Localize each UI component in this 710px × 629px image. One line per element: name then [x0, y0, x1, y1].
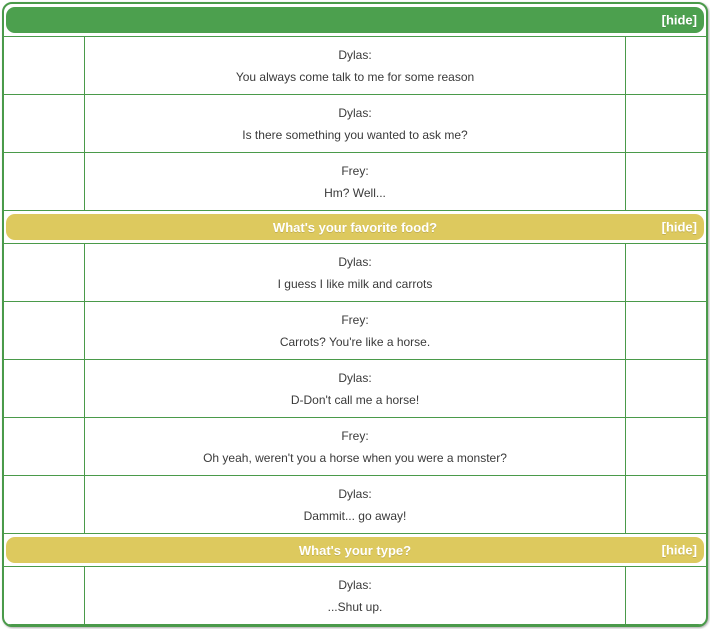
dialogue-cell: [85, 37, 626, 95]
hide-toggle-link[interactable]: [hide]: [661, 12, 697, 28]
dialogue-cell: [85, 476, 626, 534]
speaker-name: Dylas:: [338, 255, 372, 269]
dialogue-section: [4, 214, 706, 534]
dialogue-table-body: [4, 37, 706, 211]
dialogue-row: [4, 37, 706, 95]
dialogue-line: Is there something you wanted to ask me?: [242, 128, 468, 142]
left-portrait-cell: [4, 360, 85, 418]
dialogue-row: [4, 476, 706, 534]
speaker-name: Dylas:: [338, 487, 372, 501]
dialogue-row: [4, 153, 706, 211]
dialogue-row: [4, 95, 706, 153]
dialogue-table-body: [4, 244, 706, 534]
left-portrait-cell: [4, 567, 85, 625]
dialogue-line: I guess I like milk and carrots: [277, 277, 433, 291]
speaker-name: Frey:: [341, 429, 369, 443]
dialogue-row: [4, 360, 706, 418]
dialogue-row: [4, 244, 706, 302]
left-portrait-cell: [4, 37, 85, 95]
left-portrait-cell: [4, 153, 85, 211]
dialogue-line: ...Shut up.: [327, 600, 383, 614]
left-portrait-cell: [4, 244, 85, 302]
dialogue-line: Hm? Well...: [324, 186, 386, 200]
section-title: What's your type?: [298, 542, 412, 558]
dialogue-cell: [85, 153, 626, 211]
dialogue-cell: [85, 567, 626, 625]
speaker-name: Dylas:: [338, 371, 372, 385]
dialogue-panel: [2, 2, 708, 627]
speaker-name: Dylas:: [338, 106, 372, 120]
dialogue-cell: [85, 418, 626, 476]
right-portrait-cell: [626, 37, 707, 95]
dialogue-table: [4, 243, 706, 534]
dialogue-section: [4, 537, 706, 625]
left-portrait-cell: [4, 95, 85, 153]
right-portrait-cell: [626, 244, 707, 302]
dialogue-cell: [85, 95, 626, 153]
speaker-name: Frey:: [341, 164, 369, 178]
dialogue-line: You always come talk to me for some reason: [235, 70, 475, 84]
dialogue-row: [4, 418, 706, 476]
dialogue-table: [4, 36, 706, 211]
section-header-bar: [6, 537, 704, 563]
right-portrait-cell: [626, 476, 707, 534]
speaker-name: Frey:: [341, 313, 369, 327]
dialogue-line: Dammit... go away!: [303, 509, 407, 523]
right-portrait-cell: [626, 418, 707, 476]
dialogue-cell: [85, 244, 626, 302]
left-portrait-cell: [4, 418, 85, 476]
dialogue-table: [4, 566, 706, 625]
dialogue-row: [4, 567, 706, 625]
dialogue-cell: [85, 302, 626, 360]
right-portrait-cell: [626, 302, 707, 360]
left-portrait-cell: [4, 302, 85, 360]
hide-toggle-link[interactable]: [hide]: [661, 219, 697, 235]
right-portrait-cell: [626, 360, 707, 418]
left-portrait-cell: [4, 476, 85, 534]
dialogue-line: Carrots? You're like a horse.: [279, 335, 431, 349]
section-title: What's your favorite food?: [272, 219, 438, 235]
dialogue-line: D-Don't call me a horse!: [290, 393, 420, 407]
dialogue-table-body: [4, 567, 706, 625]
dialogue-row: [4, 302, 706, 360]
dialogue-cell: [85, 360, 626, 418]
section-header-bar: [6, 7, 704, 33]
right-portrait-cell: [626, 95, 707, 153]
section-header-bar: [6, 214, 704, 240]
speaker-name: Dylas:: [338, 48, 372, 62]
right-portrait-cell: [626, 153, 707, 211]
speaker-name: Dylas:: [338, 578, 372, 592]
right-portrait-cell: [626, 567, 707, 625]
dialogue-section: [4, 7, 706, 211]
dialogue-line: Oh yeah, weren't you a horse when you were a monster?: [203, 451, 507, 465]
hide-toggle-link[interactable]: [hide]: [661, 542, 697, 558]
